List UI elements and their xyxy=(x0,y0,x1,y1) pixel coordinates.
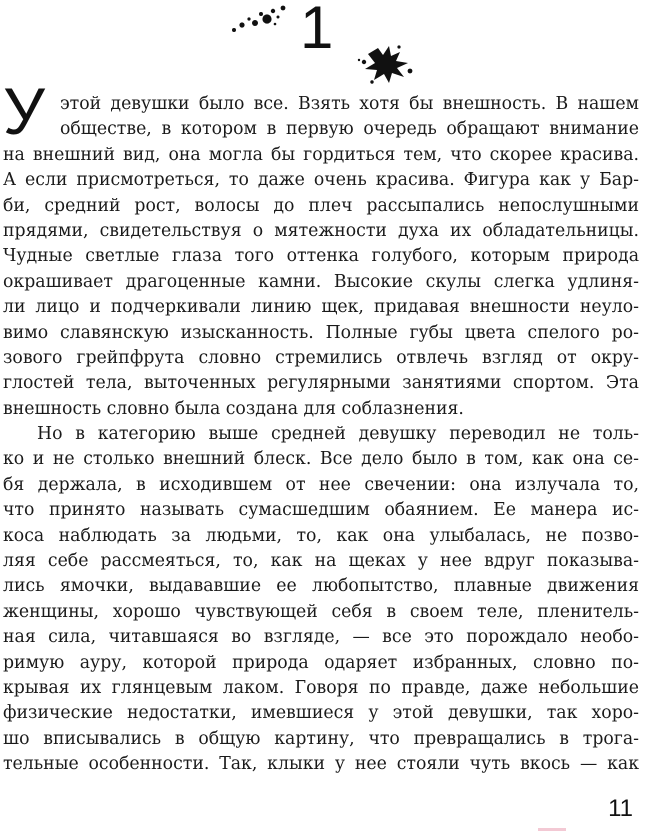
text-line: тельные особенности. Так, клыки у нее стояли чуть вкось — как xyxy=(3,754,639,775)
chapter-header xyxy=(0,0,647,90)
text-line: римую ауру, которой природа одаряет избранных, словно по- xyxy=(3,652,639,673)
text-line: ная сила, читавшаяся во взгляде, — все это порождало необо- xyxy=(3,627,639,648)
text-line: физические недостатки, имевшиеся у этой девушки, так хоро- xyxy=(3,703,639,724)
text-line: ляя себе рассмеяться, то, как на щеках у нее вдруг показыва- xyxy=(3,551,639,572)
text-line: на внешний вид, она могла бы гордиться тем, что скорее красива. xyxy=(3,144,639,165)
text-line: вимо славянскую изысканность. Полные губы цвета спелого ро- xyxy=(3,322,639,343)
text-line: ли лицо и подчеркивали линию щек, придавая внешности неуло- xyxy=(3,297,639,318)
body-text xyxy=(3,74,639,778)
text-line: бя держала, в исходившем от нее свечении: она излучала то, xyxy=(3,474,639,495)
text-line: прядями, свидетельствуя о мятежности духа их обладательницы. xyxy=(3,220,639,241)
text-line: коса наблюдать за людьми, то, как она улыбалась, не позво- xyxy=(3,525,639,546)
page-number: 11 xyxy=(608,795,633,822)
text-line: глостей тела, выточенных регулярными занятиями спортом. Эта xyxy=(3,373,639,394)
paragraph-2 xyxy=(3,422,639,777)
text-line: что принято называть сумасшедшим обаянием. Ее манера ис- xyxy=(3,500,639,521)
text-line: женщины, хорошо чувствующей себя в своем теле, пленитель- xyxy=(3,601,639,622)
text-line: Но в категорию выше средней девушку переводил не толь- xyxy=(37,424,639,445)
drop-cap-letter: У xyxy=(3,74,45,148)
text-line: лись ямочки, выдававшие ее любопытство, плавные движения xyxy=(3,576,639,597)
ink-splatter-left-decoration xyxy=(228,2,292,36)
paragraph-1 xyxy=(3,92,639,422)
text-line: этой девушки было все. Взять хотя бы внешность. В нашем xyxy=(60,94,639,114)
chapter-number: 1 xyxy=(300,0,334,61)
text-line: крывая их глянцевым лаком. Говоря по правде, даже небольшие xyxy=(3,677,639,698)
text-line: А если присмотреться, то даже очень красива. Фигура как у Бар- xyxy=(3,170,639,191)
text-line: ко и не столько внешний блеск. Все дело было в том, как она се- xyxy=(3,449,639,470)
text-line: внешность словно была создана для соблазнения. xyxy=(3,398,464,419)
ink-blot-right-decoration xyxy=(356,40,416,88)
text-line: окрашивает драгоценные камни. Высокие скулы слегка удлиня- xyxy=(3,271,639,292)
text-line: шо вписывались в общую картину, что превращались в трога- xyxy=(3,728,639,749)
text-line: Чудные светлые глаза того оттенка голубого, которым природа xyxy=(3,246,639,267)
text-line: би, средний рост, волосы до плеч рассыпались непослушными xyxy=(3,195,639,216)
text-line: обществе, в котором в первую очередь обращают внимание xyxy=(60,119,639,140)
text-line: зового грейпфрута словно стремились отвлечь взгляд от окру- xyxy=(3,347,639,368)
